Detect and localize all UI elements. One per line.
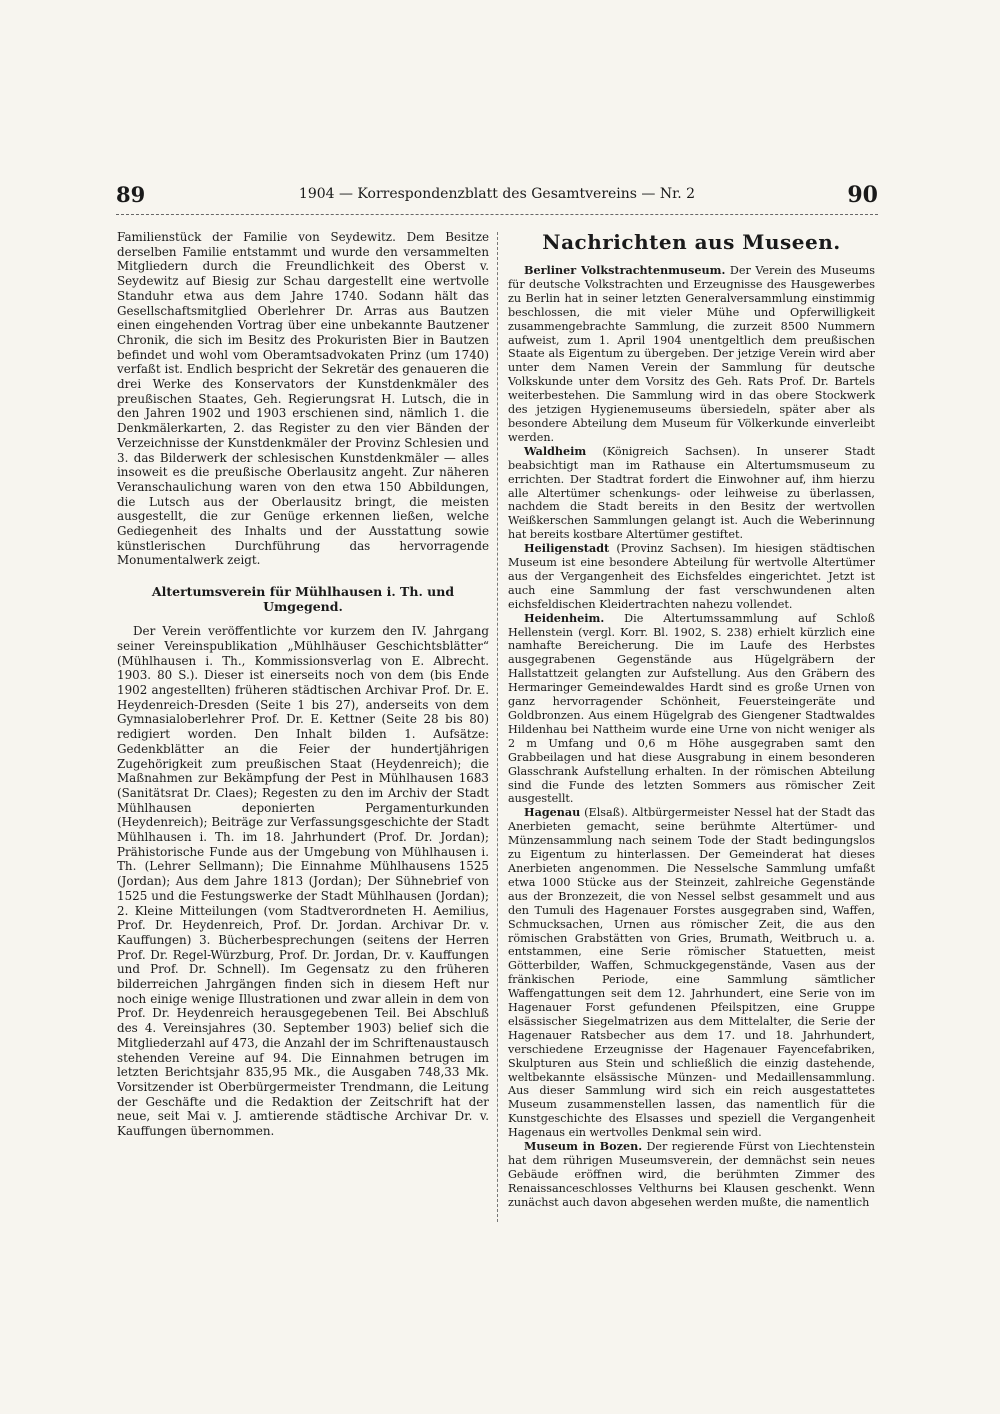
entry-heiligenstadt bbox=[508, 542, 875, 612]
entry-lead: Heiligenstadt bbox=[524, 541, 610, 556]
entry-text: Die Altertumssammlung auf Schloß Hellenstein (vergl. Korr. Bl. 1902, S. 238) erhielt kürzlich eine namhafte Bereicherung. Die im Laufe des Herbstes ausgegrabenen Gegenstände aus Hügelgräbern der Hallstattzeit gelangten zur Aufstellung. Aus den Gräbern des Hermaringer Gemeindewaldes Hardt sind es große Urnen von ganz hervorragender Schönheit, Feuersteingeräte und Goldbronzen. Aus einem Hügelgrab des Giengener Stadtwaldes Hildenhau bei Nattheim wurde eine Urne von nicht weniger als 2 m Umfang und 0,6 m Höhe ausgegraben samt den Grabbeilagen und hat diese Ausgrabung in einem besonderen Glasschrank Aufstellung erhalten. In der römischen Abteilung sind die Funde des letzten Sommers aus römischer Zeit ausgestellt. bbox=[508, 611, 875, 806]
entry-lead: Museum in Bozen. bbox=[524, 1139, 643, 1154]
section-title-museen: Nachrichten aus Museen. bbox=[542, 230, 841, 254]
entry-text: Der regierende Fürst von Liechtenstein hat dem rührigen Museumsverein, der demnächst sein neues Gebäude eröffnen wird, die berühmten Zimmer des Renaissanceschlosses Velthurns bei Klausen geschenkt. Wenn zunächst auch davon abgesehen werden mußte, die namentlich bbox=[508, 1140, 875, 1209]
page-header bbox=[116, 180, 878, 215]
left-column bbox=[117, 230, 489, 1139]
running-title: 1904 — Korrespondenzblatt des Gesamtvereins — Nr. 2 bbox=[298, 186, 696, 202]
paragraph-seydewitz: Familienstück der Familie von Seydewitz. Dem Besitze derselben Familie entstammt und wurde den versammelten Mitgliedern durch die Freundlichkeit des Oberst v. Seydewitz auf Biesig zur Schau dargestellt eine wertvolle Standuhr etwa aus dem Jahre 1740. Sodann hält das Gesellschaftsmitglied Oberlehrer Dr. Arras aus Bautzen einen eingehenden Vortrag über eine unbekannte Bautzener Chronik, die sich im Besitz des Prokuristen Bier in Bautzen befindet und wohl vom Oberamtsadvokaten Prinz (um 1740) verfaßt ist. Endlich bespricht der Sekretär des genaueren die drei Werke des Konservators der Kunstdenkmäler des preußischen Staates, Geh. Regierungsrat H. Lutsch, die in den Jahren 1902 und 1903 erschienen sind, nämlich 1. die Denkmälerkarten, 2. das Register zu den vier Bänden der Verzeichnisse der Kunstdenkmäler der Provinz Schlesien und 3. das Bilderwerk der schlesischen Kunstdenkmäler — alles insoweit es die preußische Oberlausitz angeht. Zur näheren Veranschaulichung waren von den etwa 150 Abbildungen, die Lutsch aus der Oberlausitz bringt, die meisten ausgestellt, die zur Genüge erkennen ließen, welche Gediegenheit des Inhalts und der Ausstattung sowie künstlerischen Durchführung das hervorragende Monumentalwerk zeigt. bbox=[117, 230, 489, 568]
entry-lead: Heidenheim. bbox=[524, 610, 605, 625]
entry-bozen bbox=[508, 1140, 875, 1210]
page-number-right: 90 bbox=[847, 182, 878, 208]
entry-lead: Hagenau bbox=[524, 805, 581, 820]
entry-text: (Königreich Sachsen). In unserer Stadt beabsichtigt man im Rathause ein Altertumsmuseum zu errichten. Der Stadtrat fordert die Einwohner auf, ihm hierzu alle Altertümer schenkungs- oder leihweise zu überlassen, nachdem die Stadt bereits in den Besitz der wertvollen Weißkerschen Sammlungen gelangt ist. Auch die Weberinnung hat bereits kostbare Altertümer gestiftet. bbox=[508, 444, 875, 542]
entry-text: (Elsaß). Altbürgermeister Nessel hat der Stadt das Anerbieten gemacht, seine berühmte Altertümer- und Münzensammlung nach seinem Tode der Stadt bedingungslos zu Eigentum zu hinterlassen. Der Gemeinderat hat dieses Anerbieten angenommen. Die Nesselsche Sammlung umfaßt etwa 1000 Stücke aus der Steinzeit, zahlreiche Gegenstände aus der Bronzezeit, die von Nessel selbst gesammelt und aus den Tumuli des Hagenauer Forstes ausgegraben sind, Waffen, Schmucksachen, Urnen aus römischer Zeit, die aus den römischen Grabstätten von Gries, Brumath, Weitbruch u. a. entstammen, eine Serie römischer Statuetten, meist Götterbilder, Waffen, Schmuckgegenstände, Vasen aus der fränkischen Periode, eine Sammlung sämtlicher Waffengattungen seit dem 12. Jahrhundert, eine Serie von im Hagenauer Forst gefundenen Pfeilspitzen, eine Gruppe elsässischer Siegelmatrizen aus dem Mittelalter, die Serie der Hagenauer Ratsbecher aus dem 17. und 18. Jahrhundert, verschiedene Erzeugnisse der Hagenauer Fayencefabriken, Skulpturen aus Stein und schließlich die einzig dastehende, weltbekannte elsässische Münzen- und Medaillensammlung. Aus dieser Sammlung wird sich ein reich ausgestattetes Museum zusammenstellen lassen, das namentlich für die Kunstgeschichte des Elsasses und speziell die Vergangenheit Hagenaus ein wertvolles Denkmal sein wird. bbox=[508, 806, 875, 1140]
paragraph-muehlhausen: Der Verein veröffentlichte vor kurzem den IV. Jahrgang seiner Vereinspublikation „Mühlhäuser Geschichtsblätter“ (Mühlhausen i. Th., Kommissionsverlag von E. Albrecht. 1903. 80 S.). Dieser ist einerseits noch von dem (bis Ende 1902 angestellten) früheren städtischen Archivar Prof. Dr. E. Heydenreich-Dresden (Seite 1 bis 27), anderseits von dem Gymnasialoberlehrer Prof. Dr. E. Kettner (Seite 28 bis 80) redigiert worden. Den Inhalt bilden 1. Aufsätze: Gedenkblätter an die Feier der hundertjährigen Zugehörigkeit zum preußischen Staat (Heydenreich); die Maßnahmen zur Bekämpfung der Pest in Mühlhausen 1683 (Sanitätsrat Dr. Claes); Regesten zu den im Archiv der Stadt Mühlhausen deponierten Pergamenturkunden (Heydenreich); Beiträge zur Verfassungsgeschichte der Stadt Mühlhausen i. Th. im 18. Jahrhundert (Prof. Dr. Jordan); Prähistorische Funde aus der Umgebung von Mühlhausen i. Th. (Lehrer Sellmann); Die Einnahme Mühlhausens 1525 (Jordan); Aus dem Jahre 1813 (Jordan); Der Sühnebrief von 1525 und die Festungswerke der Stadt Mühlhausen (Jordan); 2. Kleine Mitteilungen (vom Stadtverordneten H. Aemilius, Prof. Dr. Heydenreich, Prof. Dr. Jordan. Archivar Dr. v. Kauffungen) 3. Bücherbesprechungen (seitens der Herren Prof. Dr. Regel-Würzburg, Prof. Dr. Jordan, Dr. v. Kauffungen und Prof. Dr. Schnell). Im Gegensatz zu den früheren bilderreichen Jahrgängen finden sich in diesem Heft nur noch einige wenige Illustrationen und zwar allein in dem von Prof. Dr. Heydenreich herausgegebenen Teil. Bei Abschluß des 4. Vereinsjahres (30. September 1903) belief sich die Mitgliederzahl auf 473, die Anzahl der im Schriftenaustausch stehenden Vereine auf 94. Die Einnahmen betrugen im letzten Berichtsjahr 835,95 Mk., die Ausgaben 748,33 Mk. Vorsitzender ist Oberbürgermeister Trendmann, die Leitung der Geschäfte und die Redaktion der Zeitschrift hat der neue, seit Mai v. J. amtierende städtische Archivar Dr. v. Kauffungen übernommen. bbox=[117, 624, 489, 1139]
entry-text: (Provinz Sachsen). Im hiesigen städtischen Museum ist eine besondere Abteilung für wertvolle Altertümer aus der Vergangenheit des Eichsfeldes eingerichtet. Jetzt ist auch eine Sammlung der fast verschwundenen alten eichsfeldischen Kleidertrachten nahezu vollendet. bbox=[508, 542, 875, 611]
entry-lead: Waldheim bbox=[524, 443, 587, 458]
entry-lead: Berliner Volkstrachtenmuseum. bbox=[524, 263, 726, 277]
entry-heidenheim bbox=[508, 612, 875, 807]
column-divider bbox=[497, 232, 498, 1222]
entry-berlin bbox=[508, 264, 875, 445]
entry-text: Der Verein des Museums für deutsche Volkstrachten und Erzeugnisse des Hausgewerbes zu Berlin hat in seiner letzten Generalversammlung einstimmig beschlossen, die mit vieler Mühe und Opferwilligkeit zusammengebrachte Sammlung, die zurzeit 8500 Nummern aufweist, zum 1. April 1904 unentgeltlich dem preußischen Staate als Eigentum zu übergeben. Der jetzige Verein wird aber unter dem Namen Verein der Sammlung für deutsche Volkskunde unter dem Vorsitz des Geh. Rats Prof. Dr. Bartels weiterbestehen. Die Sammlung wird in das obere Stockwerk des jetzigen Hygienemuseums übersiedeln, später aber als besondere Abteilung dem Museum für Völkerkunde einverleibt werden. bbox=[508, 264, 875, 444]
section-title-muehlhausen: Altertumsverein für Mühlhausen i. Th. und Umgegend. bbox=[151, 584, 455, 615]
entry-hagenau bbox=[508, 806, 875, 1140]
page-number-left: 89 bbox=[116, 182, 146, 207]
entry-waldheim bbox=[508, 445, 875, 542]
right-column bbox=[508, 230, 875, 1210]
